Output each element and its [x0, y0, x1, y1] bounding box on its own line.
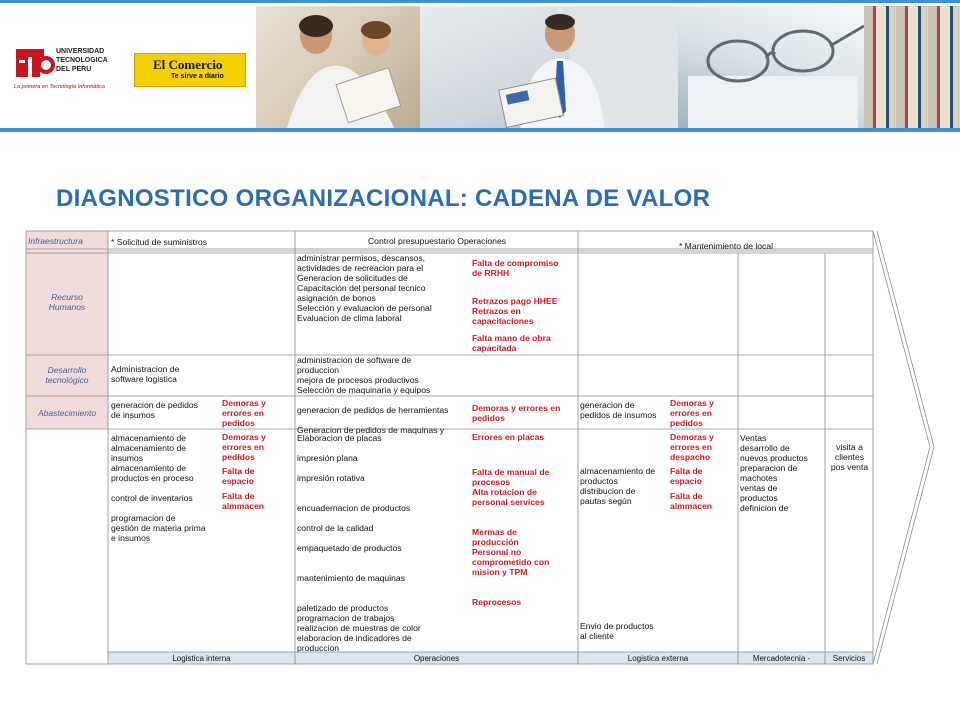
abast-ops-issue: Demoras y errores en pedidos [472, 403, 561, 423]
el-comercio-logo [134, 53, 246, 87]
primary-mercadotecnia: Ventas desarrollo de nuevos productos preparacion de machotes ventas de productos definicion de [740, 433, 808, 513]
photo-man-newspaper [420, 6, 678, 131]
utp-emblem-icon [14, 45, 54, 81]
footer-logistica-externa: Logistica externa [627, 654, 689, 663]
rrhh-issue-retrazos: Retrazos pago HHEE Retrazos en capacitaciones [472, 296, 558, 326]
newspaper-tagline: Te sirve a diario [171, 73, 224, 80]
primary-le-issue-espacio: Falta de espacio [670, 466, 703, 486]
row-label-desarrollo-tecnologico: Desarrollo tecnológico [45, 365, 89, 385]
primary-ops-issue-procesos: Falta de manual de procesos Alta rotacion de personal services [472, 467, 550, 507]
primary-logistica-externa-envio: Envio de productos al cliente [580, 621, 654, 641]
university-name: UNIVERSIDAD TECNOLOGICA DEL PERU [56, 48, 108, 73]
abast-li-issue: Demoras y errores en pedidos [222, 398, 266, 428]
primary-le-issue-despacho: Demoras y errores en despacho [670, 432, 714, 462]
primary-operaciones: Elaboracion de placas impresión plana impresión rotativa encuadernacion de productos control de la calidad empaquetado de productos mantenimiento de maquinas paletizado de productos programacion de trabajos realizacion de muestras de color elaboracion de indicadores de produccion [297, 433, 421, 653]
photo-family-reading [256, 6, 420, 131]
newspaper-name: El Comercio [153, 57, 223, 72]
rrhh-issue-compromiso: Falta de compromiso de RRHH [472, 258, 559, 278]
infra-mantenimiento: * Mantenimiento de local [678, 241, 774, 251]
rrhh-operaciones-activities: administrar permisos, descansos, actividades de recreacion para el Generacion de solicitudes de Capacitación del personal tecnico asignación de bonos Selección y evaluacion de personal Evaluacion de clima laboral [297, 253, 432, 323]
primary-ops-issue-mermas: Mermas de producción Personal no comprometido con mision y TPM [472, 527, 550, 577]
banner-bottom-line [0, 128, 960, 132]
primary-li-issue-espacio: Falta de espacio [222, 466, 255, 486]
primary-li-issue-pedidos: Demoras y errores en pedidos [222, 432, 266, 462]
row-label-abastecimiento: Abastecimiento [37, 408, 97, 418]
header-banner [0, 3, 960, 130]
abast-le-issue: Demoras y errores en pedidos [670, 398, 714, 428]
primary-li-issue-almacen: Falta de almmacen [222, 491, 265, 511]
infra-logistica-interna: * Solicitud de suministros [111, 237, 208, 247]
footer-logistica-interna: Logistica interna [172, 654, 231, 663]
row-label-recurso-humanos: Recurso Humanos [48, 292, 86, 312]
tech-logistica-interna: Administracion de software logistica [111, 364, 180, 384]
row-label-infraestructura: Infraestructura [28, 236, 83, 246]
primary-logistica-interna: almacenamiento de almacenamiento de insumos almacenamiento de productos en proceso control de inventarios programacion de gestión de materia prima e insumos [111, 433, 206, 543]
primary-ops-issue-placas: Errores en placas [472, 432, 545, 442]
abast-logistica-externa: generacion de pedidos de insumos [580, 400, 657, 420]
footer-mercadotecnia: Mercadotecnia - [752, 654, 811, 663]
photo-newsstand [864, 6, 960, 131]
photo-glasses-documents [678, 6, 864, 131]
footer-servicios: Servicios [832, 654, 866, 663]
value-chain-table [26, 229, 934, 665]
primary-le-issue-almacen: Falta de almmacen [670, 491, 713, 511]
abast-operaciones: generacion de pedidos de herramientas Generacion de pedidos de maquinas y [297, 405, 449, 435]
infra-operaciones: Control presupuestario Operaciones [367, 236, 507, 246]
abast-logistica-interna: generacion de pedidos de insumos [111, 400, 198, 420]
page-title: DIAGNOSTICO ORGANIZACIONAL: CADENA DE VALOR [56, 185, 711, 212]
primary-logistica-externa: almacenamiento de productos distribucion de pautas según [580, 466, 656, 506]
footer-operaciones: Operaciones [413, 654, 460, 663]
tech-operaciones: administracion de software de produccion mejora de procesos productivos Selección de maquinaria y equipos [297, 355, 431, 395]
utp-logo [14, 45, 129, 95]
rrhh-issue-mano-obra: Falta mano de obra capacitada [472, 333, 551, 353]
university-tagline: La primera en Tecnología Informática [14, 84, 105, 90]
primary-servicios: visita a clientes pos venta [830, 442, 869, 472]
primary-ops-issue-reprocesos: Reprocesos [472, 597, 522, 607]
